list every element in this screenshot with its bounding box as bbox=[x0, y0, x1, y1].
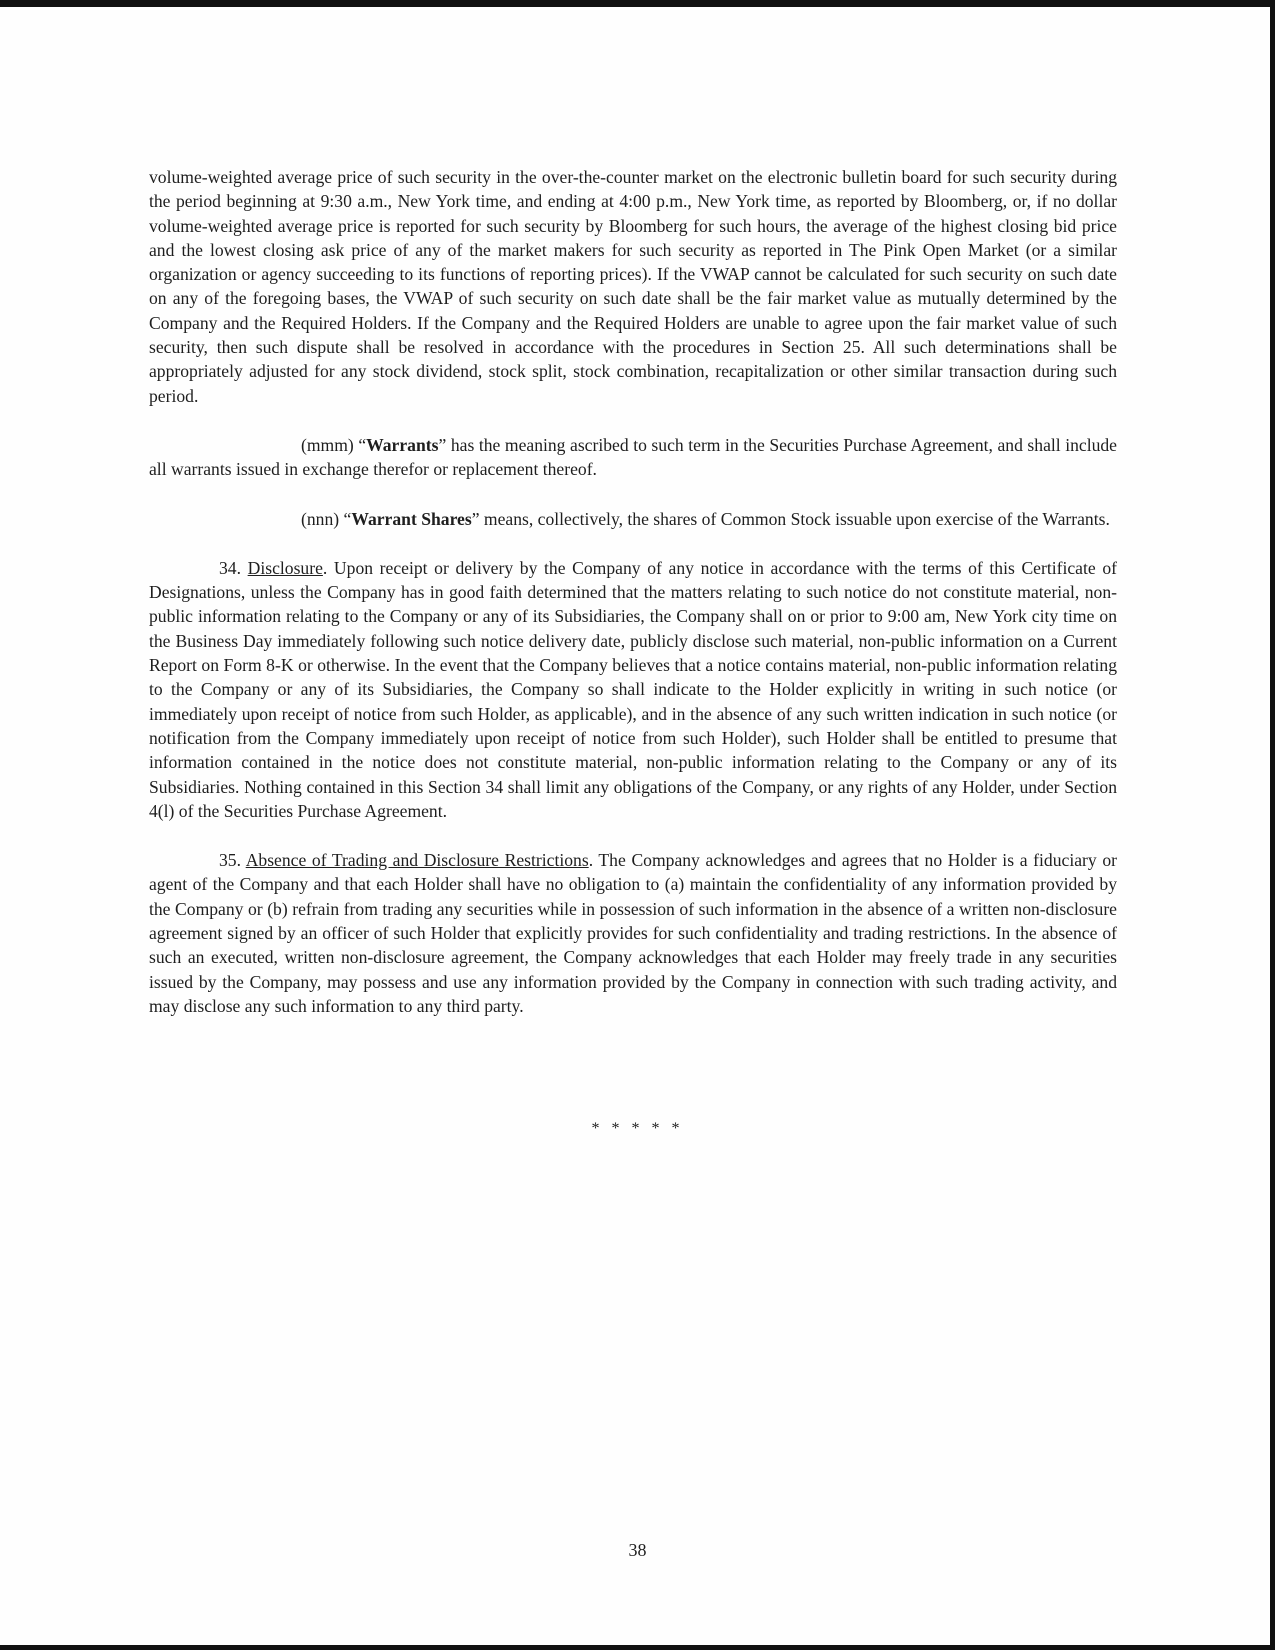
open-quote: “ bbox=[358, 434, 367, 455]
close-quote: ” bbox=[438, 434, 447, 455]
definition-text: means, collectively, the shares of Common Stock issuable upon exercise of the Warrants. bbox=[479, 508, 1110, 529]
defined-term-warrants: Warrants bbox=[366, 434, 439, 455]
section-text: . Upon receipt or delivery by the Company of any notice in accordance with the terms of this Certificate of Designations, unless the Company has in good faith determined that the matters relating to such notice do not constitute material, non-public information relating to the Company or any of its Subsidiaries, the Company shall on or prior to 9:00 am, New York city time on the Business Day immediately following such notice delivery date, publicly disclose such material, non-public information on a Current Report on Form 8-K or otherwise. In the event that the Company believes that a notice contains material, non-public information relating to the Company or any of its Subsidiaries, the Company so shall indicate to the Holder explicitly in writing in such notice (or immediately upon receipt of notice from such Holder, as applicable), and in the absence of any such written indication in such notice (or notification from the Company immediately upon receipt of notice from such Holder), such Holder shall be entitled to presume that information contained in the notice does not constitute material, non-public information relating to the Company or any of its Subsidiaries. Nothing contained in this Section 34 shall limit any obligations of the Company, or any rights of any Holder, under Section 4(l) of the Securities Purchase Agreement. bbox=[149, 557, 1117, 821]
definition-label: (nnn) bbox=[301, 508, 344, 529]
paragraph-vwap-definition: volume-weighted average price of such security in the over-the-counter market on the electronic bulletin board for such security during the period beginning at 9:30 a.m., New York time, and ending at 4:00 p.m., New York time, as reported by Bloomberg, or, if no dollar volume-weighted average price is reported for such security by Bloomberg for such hours, the average of the highest closing bid price and the lowest closing ask price of any of the market makers for such security as reported in The Pink Open Market (or a similar organization or agency succeeding to its functions of reporting prices). If the VWAP cannot be calculated for such security on such date on any of the foregoing bases, the VWAP of such security on such date shall be the fair market value as mutually determined by the Company and the Required Holders. If the Company and the Required Holders are unable to agree upon the fair market value of such security, then such dispute shall be resolved in accordance with the procedures in Section 25. All such determinations shall be appropriately adjusted for any stock dividend, stock split, stock combination, recapitalization or other similar transaction during such period. bbox=[149, 167, 1117, 406]
section-heading-absence-of-restrictions: Absence of Trading and Disclosure Restrictions bbox=[245, 850, 589, 871]
close-quote: ” bbox=[471, 508, 480, 529]
section-number: 34. bbox=[219, 557, 248, 578]
section-number: 35. bbox=[219, 850, 246, 871]
document-body bbox=[149, 165, 1117, 1018]
page-number: 38 bbox=[628, 1540, 647, 1560]
section-34-disclosure bbox=[149, 556, 1117, 823]
section-heading-disclosure: Disclosure bbox=[247, 557, 323, 578]
section-35-absence-of-restrictions bbox=[149, 848, 1117, 1018]
section-separator: * * * * * bbox=[591, 1120, 684, 1137]
open-quote: “ bbox=[343, 508, 352, 529]
definition-text: has the meaning ascribed to such term in the Securities Purchase Agreement, and shall include all warrants issued in exchange therefor or replacement thereof. bbox=[149, 434, 1117, 480]
section-text: . The Company acknowledges and agrees that no Holder is a fiduciary or agent of the Company and that each Holder shall have no obligation to (a) maintain the confidentiality of any information provided by the Company or (b) refrain from trading any securities while in possession of such information in the absence of a written non-disclosure agreement signed by an officer of such Holder that explicitly provides for such confidentiality and trading restrictions. In the absence of such an executed, written non-disclosure agreement, the Company acknowledges that each Holder may freely trade in any securities issued by the Company, may possess and use any information provided by the Company in connection with such trading activity, and may disclose any such information to any third party. bbox=[149, 850, 1117, 1016]
defined-term-warrant-shares: Warrant Shares bbox=[351, 508, 472, 529]
definition-warrant-shares bbox=[149, 507, 1117, 531]
definition-warrants bbox=[149, 433, 1117, 482]
definition-label: (mmm) bbox=[301, 434, 359, 455]
